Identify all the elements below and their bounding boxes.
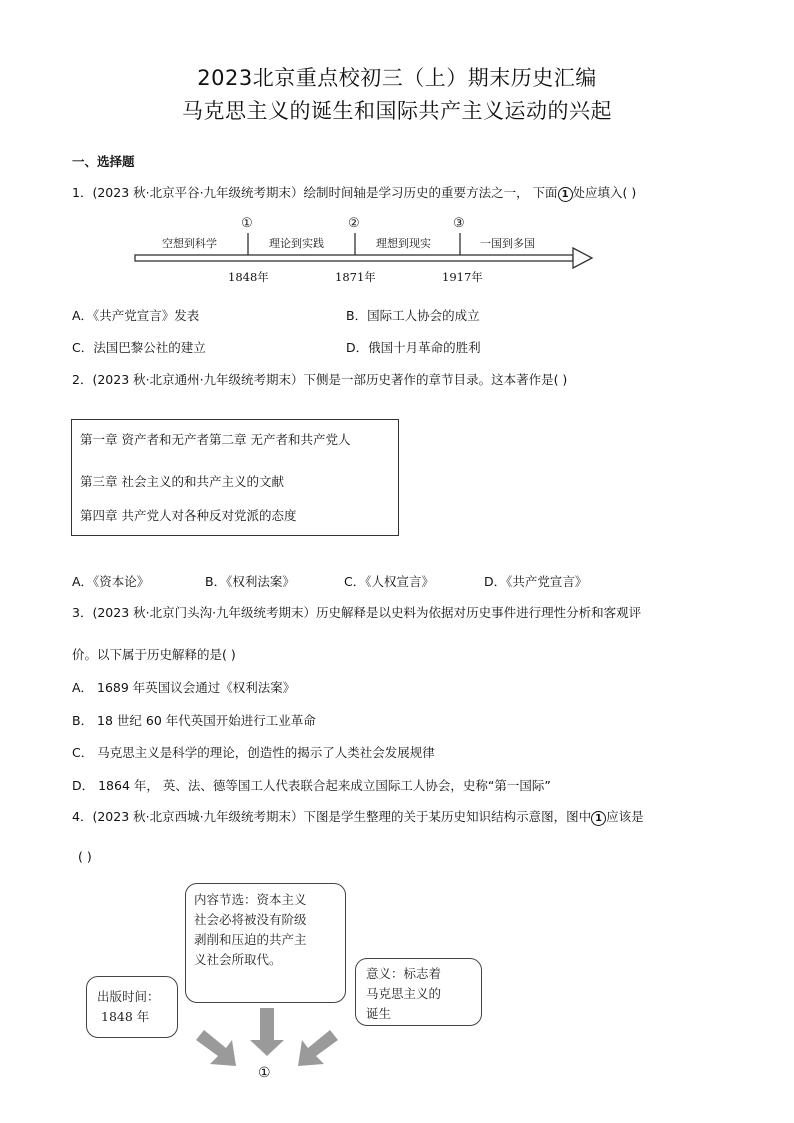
q2-option-a[interactable]: A．《资本论》 <box>72 574 150 589</box>
q1-option-c[interactable]: C．法国巴黎公社的建立 <box>72 340 206 355</box>
timeline-segment-3: 理想到现实 <box>376 237 431 250</box>
q2-option-c[interactable]: C．《人权宣言》 <box>344 574 434 589</box>
timeline-segment-2: 理论到实践 <box>269 237 324 250</box>
content-excerpt-box <box>185 883 346 1003</box>
q2-toc-line-1: 第一章 资产者和无产者第二章 无产者和共产党人 <box>80 432 351 447</box>
content-line-4: 义社会所取代。 <box>194 952 282 967</box>
q2-option-b[interactable]: B．《权利法案》 <box>205 574 295 589</box>
q3-option-d[interactable]: D． 1864 年， 英、法、德等国工人代表联合起来成立国际工人协会，史称“第一国际” <box>72 778 551 793</box>
content-line-2: 社会必将被没有阶级 <box>194 912 307 927</box>
publish-date-label: 出版时间： <box>97 989 160 1004</box>
diagram-center-marker: ① <box>258 1065 271 1081</box>
q3-option-b[interactable]: B． 18 世纪 60 年代英国开始进行工业革命 <box>72 713 316 728</box>
content-line-3: 剥削和压迫的共产主 <box>194 932 307 947</box>
publish-date-value: 1848 年 <box>101 1009 150 1024</box>
q2-stem: 2．(2023 秋·北京通州·九年级统考期末）下侧是一部历史著作的章节目录。这本著作是( ) <box>72 372 568 387</box>
q4-stem-after: 应该是 <box>606 809 644 824</box>
circled-one-icon: 1 <box>558 187 573 202</box>
q4-stem-before: 4．(2023 秋·北京西城·九年级统考期末）下图是学生整理的关于某历史知识结构示意图，图中 <box>72 809 592 824</box>
q4-stem-line-2: ( ) <box>78 849 92 864</box>
q4-stem <box>72 807 644 826</box>
page-title-line1: 2023北京重点校初三（上）期末历史汇编 <box>197 66 597 90</box>
arrow-down-right-icon <box>196 1030 236 1066</box>
timeline-segment-1: 空想到科学 <box>162 237 217 250</box>
timeline-year-1: 1848年 <box>228 270 269 284</box>
timeline-marker-2: ② <box>348 216 360 231</box>
q3-option-a[interactable]: A． 1689 年英国议会通过《权利法案》 <box>72 680 296 695</box>
q1-option-a[interactable]: A．《共产党宣言》发表 <box>72 308 200 323</box>
significance-box <box>355 958 482 1026</box>
timeline-segment-4: 一国到多国 <box>480 237 535 250</box>
q1-stem-after: 处应填入( ) <box>572 185 637 200</box>
circled-one-icon: 1 <box>591 811 606 826</box>
arrow-down-icon <box>250 1008 284 1056</box>
significance-line-1: 意义：标志着 <box>366 966 442 981</box>
significance-line-2: 马克思主义的 <box>366 986 442 1001</box>
q1-stem <box>72 183 636 202</box>
q2-option-d[interactable]: D．《共产党宣言》 <box>484 574 588 589</box>
q3-stem-line-1: 3．(2023 秋·北京门头沟·九年级统考期末）历史解释是以史料为依据对历史事件进行理性分析和客观评 <box>72 605 642 620</box>
significance-line-3: 诞生 <box>366 1006 392 1021</box>
q1-stem-before: 1．(2023 秋·北京平谷·九年级统考期末）绘制时间轴是学习历史的重要方法之一， 下面 <box>72 185 558 200</box>
timeline-marker-3: ③ <box>453 216 465 231</box>
arrow-down-left-icon <box>298 1030 338 1066</box>
content-line-1: 内容节选：资本主义 <box>194 892 307 907</box>
section-heading: 一、选择题 <box>72 154 135 169</box>
timeline-year-2: 1871年 <box>335 270 376 284</box>
timeline-diagram <box>130 215 600 285</box>
timeline-marker-1: ① <box>241 216 253 231</box>
page-title-line2: 马克思主义的诞生和国际共产主义运动的兴起 <box>182 99 612 123</box>
q2-toc-box <box>71 419 399 536</box>
q3-stem-line-2: 价。以下属于历史解释的是( ) <box>72 647 236 662</box>
publish-date-box <box>86 976 178 1038</box>
q2-toc-line-2: 第三章 社会主义的和共产主义的文献 <box>80 474 284 489</box>
timeline-year-3: 1917年 <box>442 270 483 284</box>
q1-option-b[interactable]: B．国际工人协会的成立 <box>346 308 480 323</box>
q3-option-c[interactable]: C． 马克思主义是科学的理论，创造性的揭示了人类社会发展规律 <box>72 745 435 760</box>
q1-option-d[interactable]: D．俄国十月革命的胜利 <box>346 340 481 355</box>
q2-toc-line-3: 第四章 共产党人对各种反对党派的态度 <box>80 508 297 523</box>
